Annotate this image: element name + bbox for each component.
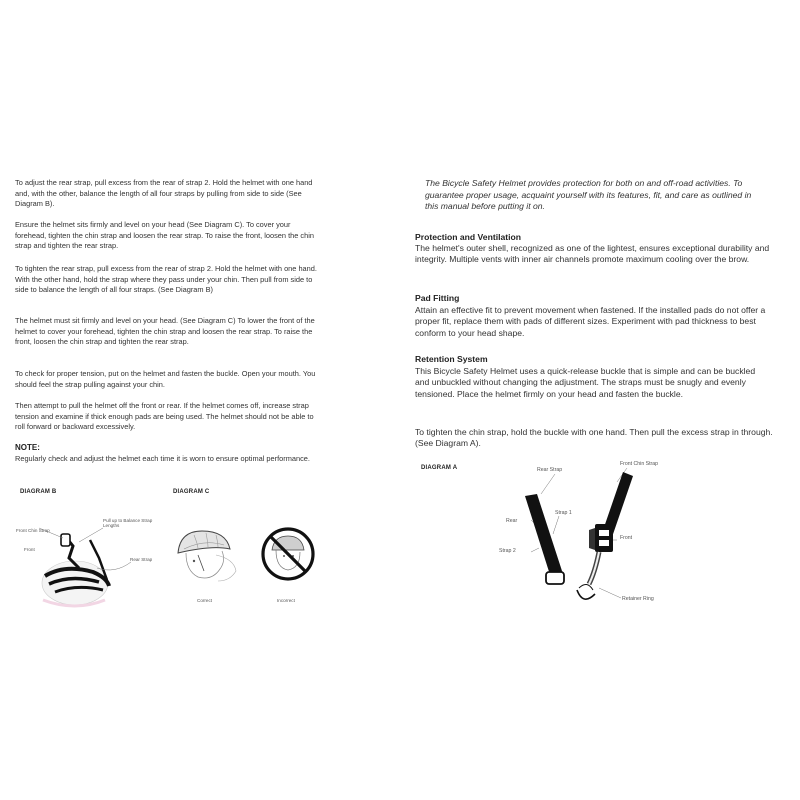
diagram-b-label-rear-strap: Rear Strap [130, 557, 153, 562]
section-title-pad-fitting: Pad Fitting [415, 293, 460, 303]
paragraph-adjust-rear: To adjust the rear strap, pull excess from the rear of strap 2. Hold the helmet with one hand and, with the other, balance the length of all four straps by pulling from side to side (See Diagram B). [15, 178, 313, 209]
right-page [400, 0, 800, 800]
diagram-b-label-front-chin-strap: Front Chin Strap [16, 528, 50, 533]
diagram-a-label-front-chin-strap: Front Chin Strap [620, 461, 659, 467]
intro-paragraph: The Bicycle Safety Helmet provides protection for both on and off-road activities. To guarantee proper usage, acquaint yourself with its features, fit, and care as outlined in this manual before putting it on. [425, 178, 752, 212]
section-title-retention: Retention System [415, 354, 488, 364]
diagram-b-label-pull-up: Pull up to Balance Strap Lengths [103, 518, 153, 529]
diagram-c-label-incorrect: Incorrect [277, 598, 295, 603]
section-title-protection: Protection and Ventilation [415, 232, 521, 242]
section-body-protection: The helmet's outer shell, recognized as one of the lightest, ensures exceptional durability and integrity. Multiple vents with inner air channels promote maximum cooling over the brow. [415, 243, 770, 265]
diagram-a-label-strap2: Strap 2 [499, 548, 516, 554]
diagram-a-title: DIAGRAM A [421, 465, 458, 471]
diagram-a-illustration [515, 460, 655, 610]
diagram-c-incorrect-illustration [258, 524, 318, 584]
paragraph-check-tension: To check for proper tension, put on the helmet and fasten the buckle. Open your mouth. You should feel the strap pulling against your chin. [15, 369, 316, 389]
paragraph-tighten-rear: To tighten the rear strap, pull excess from the rear of strap 2. Hold the helmet with one hand. With the other hand, hold the strap where they pass under your chin. Then pull from side to side to balance the length of all four straps. (See Diagram B) [15, 264, 317, 295]
diagram-a-label-rear-strap: Rear Strap [537, 467, 563, 473]
note-title: NOTE: [15, 443, 40, 452]
closing-paragraph: To tighten the chin strap, hold the buckle with one hand. Then pull the excess strap in through. (See Diagram A). [415, 427, 773, 449]
diagram-c-label-correct: Correct [197, 598, 213, 603]
note-text: Regularly check and adjust the helmet each time it is worn to ensure optimal performance. [15, 454, 310, 463]
paragraph-sit-level: Ensure the helmet sits firmly and level on your head (See Diagram C). To cover your forehead, tighten the chin strap and loosen the rear strap. To raise the front, loosen the chin strap and tighten the rear strap. [15, 220, 314, 251]
diagram-c-correct-illustration [172, 525, 242, 585]
diagram-a-label-rear: Rear [506, 518, 518, 524]
diagram-b-title: DIAGRAM B [20, 489, 57, 495]
section-body-retention: This Bicycle Safety Helmet uses a quick-release buckle that is simple and can be buckled and unbuckled without changing the adjustment. The straps must be snugly and evenly tensioned. Place the helmet firmly on your head and fasten the buckle. [415, 366, 756, 399]
diagram-a-label-front: Front [620, 535, 633, 541]
diagram-b-label-front: Front [24, 547, 35, 552]
section-body-pad-fitting: Attain an effective fit to prevent movement when fastened. If the installed pads do not offer a proper fit, replace them with pads of different sizes. Experiment with pad thickness to best conform to your head shape. [415, 305, 766, 338]
paragraph-pull-off: Then attempt to pull the helmet off the front or rear. If the helmet comes off, increase strap tension and examine if thick enough pads are being used. The helmet should not be able to roll forward or backward excessively. [15, 401, 314, 432]
diagram-b-illustration [35, 528, 155, 608]
diagram-a-label-strap1: Strap 1 [555, 510, 572, 516]
diagram-c-title: DIAGRAM C [173, 489, 210, 495]
paragraph-sit-firmly: The helmet must sit firmly and level on your head. (See Diagram C) To lower the front of the helmet to cover your forehead, tighten the chin strap and loosen the rear strap. To raise the front, loosen the chin strap and tighten the rear strap. [15, 316, 315, 347]
diagram-a-label-retainer-ring: Retainer Ring [622, 596, 654, 602]
